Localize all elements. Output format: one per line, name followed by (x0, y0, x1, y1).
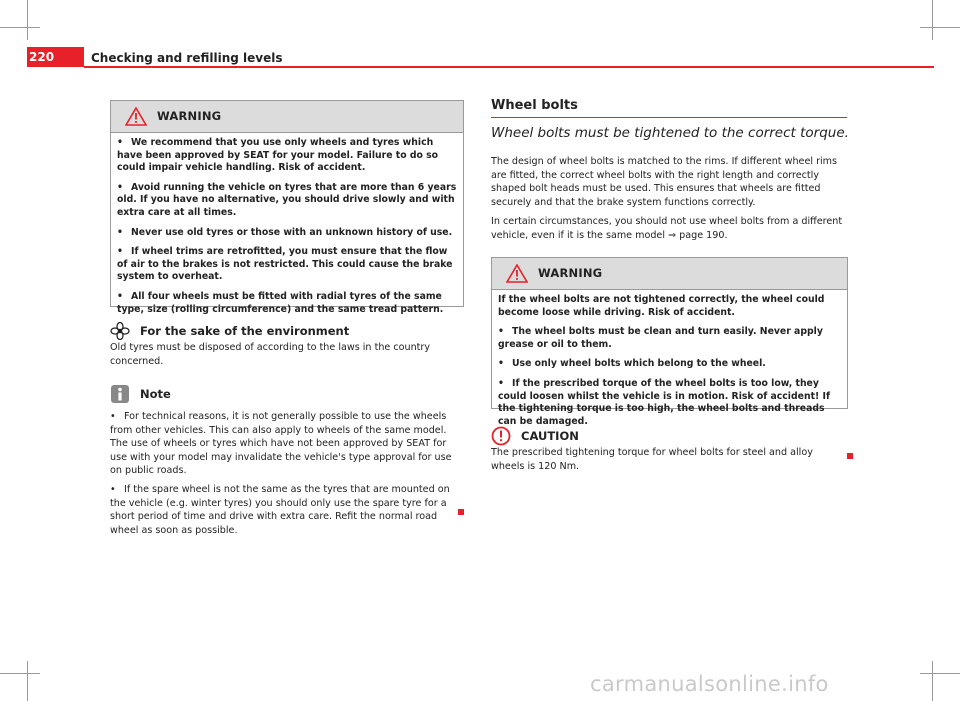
warning-title: WARNING (538, 266, 603, 280)
header-rule (84, 66, 934, 68)
environment-title: For the sake of the environment (140, 324, 350, 338)
warning-bullet: • We recommend that you use only wheels and tyres which have been approved by SEAT for your model. Failure to do so could impair vehicle handling. Risk of accident. (117, 137, 439, 174)
note-body (110, 410, 462, 537)
environment-heading (110, 322, 349, 340)
caution-text: The prescribed tightening torque for wheel bolts for steel and alloy wheels is 120 Nm. (491, 447, 813, 472)
note-bullet: • For technical reasons, it is not generally possible to use the wheels from other vehicles. This can also apply to wheels of the same model. The use of wheels or tyres which have not been approved by SEAT for use with your model may invalidate the vehicle's type approval for use on public roads. (110, 411, 452, 477)
warning-box-tyres (110, 100, 464, 315)
caution-heading (491, 426, 579, 446)
warning-body (111, 133, 463, 320)
note-title: Note (140, 387, 171, 401)
warning-bullet: • Avoid running the vehicle on tyres that are more than 6 years old. If you have no alternative, you should drive slowly and with extra care at all times. (117, 181, 457, 218)
section-heading: Wheel bolts (491, 98, 578, 113)
note-heading (110, 384, 171, 404)
warning-bullet: • Never use old tyres or those with an unknown history of use. (117, 226, 453, 238)
section-subtitle: Wheel bolts must be tightened to the correct torque. (491, 125, 849, 141)
crop-mark (27, 661, 28, 701)
watermark: carmanualsonline.info (590, 672, 829, 696)
crop-mark (27, 0, 28, 40)
warning-header (111, 101, 463, 133)
warning-bullet: • If wheel trims are retrofitted, you must ensure that the flow of air to the brakes is not restricted. This could cause the brake system to overheat. (117, 246, 453, 283)
note-bullet: • If the spare wheel is not the same as the tyres that are mounted on the vehicle (e.g. winter tyres) you should only use the spare tyre for a short period of time and drive with extra care. Refit the normal road wheel as soon as possible. (110, 483, 450, 536)
crop-mark (0, 27, 40, 28)
crop-mark (932, 0, 933, 40)
warning-bullet: • If the prescribed torque of the wheel bolts is too low, they could loosen whilst the vehicle is in motion. Risk of accident! If the tightening torque is too high, the wheel bolts and threads can be damaged. (498, 377, 830, 427)
page-number: 220 (29, 50, 55, 64)
warning-bullet: • Use only wheel bolts which belong to the wheel. (498, 358, 766, 370)
caution-title: CAUTION (521, 429, 579, 443)
flower-icon (110, 322, 130, 340)
wheel-bolts-paragraph: In certain circumstances, you should not use wheel bolts from a different vehicle, even if it is the same model ⇒ page 190. (491, 216, 843, 241)
warning-header (492, 258, 847, 290)
chapter-title: Checking and refilling levels (91, 51, 283, 65)
environment-text-block (110, 341, 462, 368)
section-end-mark (847, 453, 853, 459)
warning-body (492, 290, 847, 432)
warning-triangle-icon (125, 107, 147, 126)
caution-body (491, 446, 843, 473)
section-end-mark (458, 509, 464, 515)
crop-mark (0, 673, 40, 674)
warning-bullet: • The wheel bolts must be clean and turn easily. Never apply grease or oil to them. (498, 326, 823, 350)
info-icon (110, 384, 130, 404)
section-heading-rule (491, 117, 847, 118)
crop-mark (932, 661, 933, 701)
warning-intro: If the wheel bolts are not tightened correctly, the wheel could become loose while driving. Risk of accident. (498, 294, 825, 318)
warning-bullet: • All four wheels must be fitted with radial tyres of the same type, size (rolling circumference) and the same tread pattern. (117, 290, 444, 315)
warning-title: WARNING (157, 109, 222, 123)
warning-box-wheel-bolts (491, 257, 848, 427)
wheel-bolts-text (491, 155, 847, 243)
crop-mark (920, 673, 960, 674)
exclamation-circle-icon (491, 426, 511, 446)
environment-text: Old tyres must be disposed of according to the laws in the country concerned. (110, 342, 431, 367)
wheel-bolts-paragraph: The design of wheel bolts is matched to the rims. If different wheel rims are fitted, the correct wheel bolts with the right length and correctly shaped bolt heads must be used. This ensures that wheels are fitted securely and that the brake system functions correctly. (491, 156, 838, 208)
warning-triangle-icon (506, 264, 528, 283)
crop-mark (920, 27, 960, 28)
